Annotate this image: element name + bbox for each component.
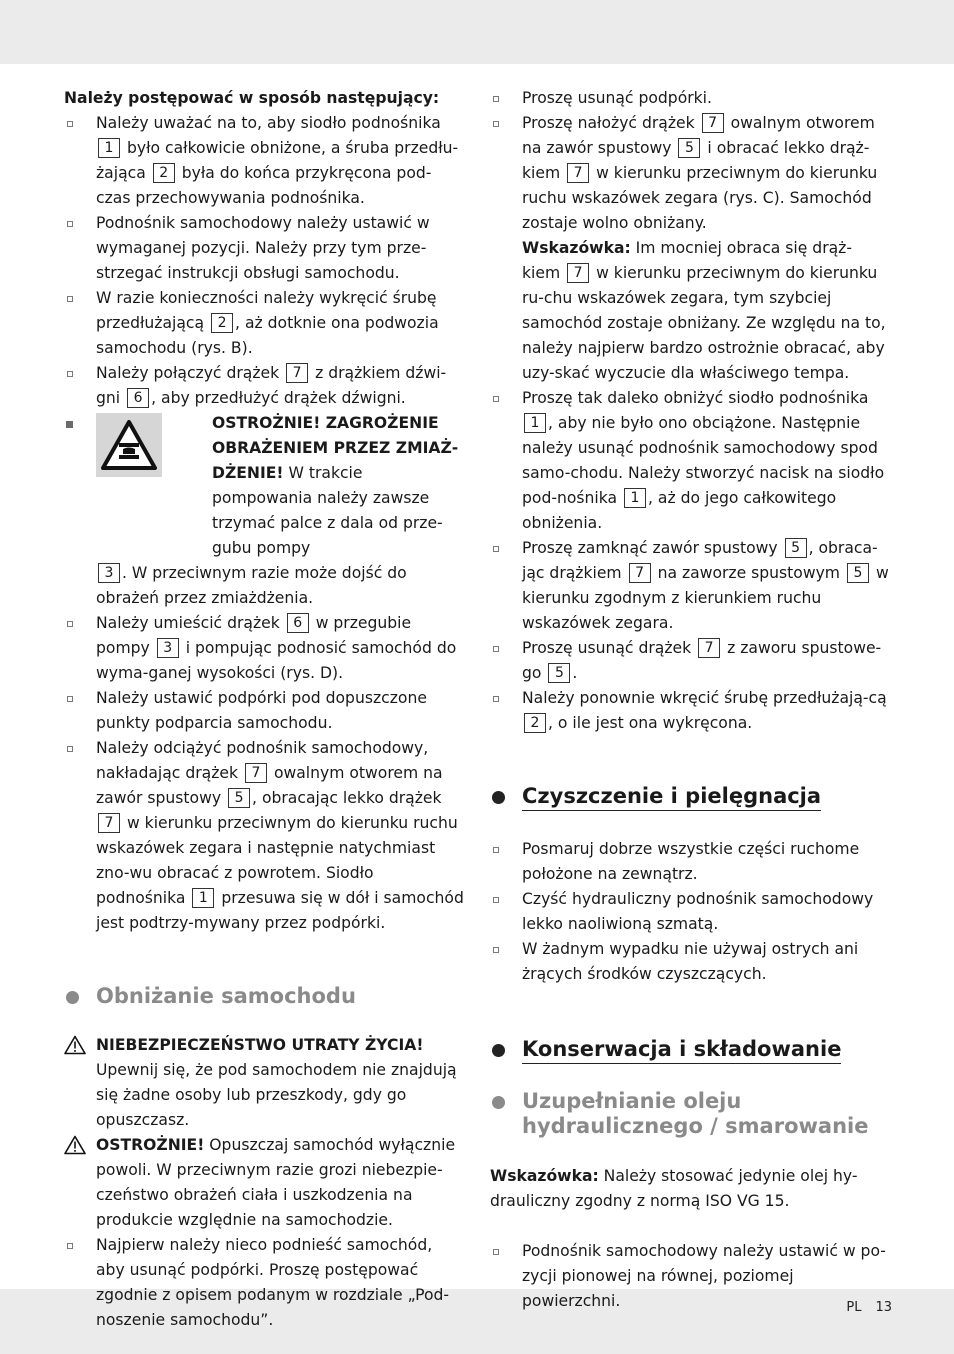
part-number: 6 [127, 388, 149, 408]
text: , aby nie było ono obciążone. Następnie należy usunąć podnośnik samochodowy spod samo-chodu. Należy stworzyć nacisk na siodło pod-nośnika [522, 414, 885, 507]
list-item [64, 611, 464, 686]
list-item [64, 286, 464, 361]
text: było całkowicie obniżone, a śruba przedłu-żająca [96, 139, 459, 182]
caution-title: OSTROŻNIE! [96, 1136, 205, 1154]
part-number: 7 [98, 813, 120, 833]
text: była do końca przykręcona pod-czas przechowywania podnośnika. [96, 164, 432, 207]
text: Należy odciążyć podnośnik samochodowy, nakładając drążek [96, 739, 429, 782]
heading-text: Konserwacja i składowanie [522, 1037, 841, 1064]
top-band [0, 0, 954, 64]
list-item: Proszę usunąć podpórki. [490, 86, 890, 111]
part-number: 2 [211, 313, 233, 333]
list-item [490, 636, 890, 686]
part-number: 1 [98, 138, 120, 158]
list-item: Podnośnik samochodowy należy ustawić w wymaganej pozycji. Należy przy tym prze-strzegać instrukcji obsługi samochodu. [64, 211, 464, 286]
part-number: 5 [548, 663, 570, 683]
list-item [490, 386, 890, 536]
text: Opuszczaj samochód wyłącznie powoli. W przeciwnym razie grozi niebezpie-czeństwo obrażeń ciała i uszkodzenia na produkcie względnie na samochodzie. [96, 1136, 456, 1229]
danger-warning [64, 1033, 464, 1133]
part-number: 1 [192, 888, 214, 908]
part-number: 5 [678, 138, 700, 158]
warning-triangle-icon [64, 1135, 86, 1155]
list-item [490, 536, 890, 636]
heading-text: Czyszczenie i pielęgnacja [522, 784, 821, 811]
list-item [64, 736, 464, 936]
text: w kierunku przeciwnym do kierunku ruchu wskazówek zegara i następnie natychmiast zno-wu obracać z powrotem. Siodło podnośnika [96, 814, 458, 907]
part-number: 7 [698, 638, 720, 658]
text: . [572, 664, 578, 682]
text: w kierunku przeciwnym do kierunku ruchu wskazówek zegara (rys. C). Samochód zostaje wolno obniżany. [522, 164, 878, 232]
part-number: 5 [847, 563, 869, 583]
list-item: Podnośnik samochodowy należy ustawić w po-zycji pionowej na równej, poziomej powierzchni. [490, 1239, 890, 1314]
text: , aby przedłużyć drążek dźwigni. [151, 389, 406, 407]
text: z zaworu spustowe-go [522, 639, 882, 682]
text: . W przeciwnym razie może dojść do obrażeń przez zmiażdżenia. [96, 564, 407, 607]
text: Należy stosować jedynie olej hy-drauliczny zgodny z normą ISO VG 15. [490, 1167, 858, 1210]
text: , aż dotknie ona podwozia samochodu (rys. B). [96, 314, 439, 357]
warning-triangle-icon [64, 1035, 86, 1055]
crush-warning [64, 411, 464, 611]
note-title: Wskazówka: [490, 1167, 599, 1185]
text: Należy połączyć drążek [96, 364, 280, 382]
text: Im mocniej obraca się drąż-kiem [522, 239, 852, 282]
list-item: Najpierw należy nieco podnieść samochód, aby usunąć podpórki. Proszę postępować zgodnie z opisem podanym w rozdziale „Pod-noszenie samochodu”. [64, 1233, 464, 1333]
list-item: W żadnym wypadku nie używaj ostrych ani żrących środków czyszczących. [490, 937, 890, 987]
procedure-heading: Należy postępować w sposób następujący: [64, 89, 440, 107]
caution-title: OSTROŻNIE! ZAGROŻENIE OBRAŻENIEM PRZEZ ZMIAŻ-DŻENIE! [212, 414, 459, 482]
text: w kierunku przeciwnym do kierunku ru-chu wskazówek zegara, tym szybciej samochód zostaje obniżany. Ze względu na to, należy najpierw bardzo ostrożnie obracać, aby uzy-skać wyczucie dla właściwego tempa. [522, 264, 886, 382]
section-heading-storage [490, 1037, 890, 1064]
text: owalnym otworem na zawór spustowy [96, 764, 443, 807]
section-heading-lowering: Obniżanie samochodu [64, 984, 464, 1009]
part-number: 7 [567, 263, 589, 283]
danger-text: Upewnij się, że pod samochodem nie znajdują się żadne osoby lub przeszkody, gdy go opuszczasz. [96, 1061, 457, 1129]
text: Należy ponownie wkręcić śrubę przedłużają-cą [522, 689, 887, 707]
part-number: 2 [524, 713, 546, 733]
text: Należy uważać na to, aby siodło podnośnika [96, 114, 441, 132]
text: Proszę zamknąć zawór spustowy [522, 539, 778, 557]
text: , aż do jego całkowitego obniżenia. [522, 489, 837, 532]
part-number: 7 [567, 163, 589, 183]
part-number: 7 [629, 563, 651, 583]
part-number: 3 [157, 638, 179, 658]
part-number: 5 [785, 538, 807, 558]
note [490, 236, 890, 386]
text: i obracać lekko drąż-kiem [522, 139, 870, 182]
text: w kierunku zgodnym z kierunkiem ruchu wskazówek zegara. [522, 564, 889, 632]
footer-page-number: 13 [875, 1300, 892, 1315]
crush-hazard-icon [96, 413, 162, 477]
text: W trakcie pompowania należy zawsze trzymać palce z dala od prze-gubu pompy [212, 464, 443, 557]
list-item [64, 361, 464, 411]
section-heading-oil: Uzupełnianie oleju hydraulicznego / smarowanie [490, 1089, 890, 1139]
text: w przegubie pompy [96, 614, 412, 657]
part-number: 7 [702, 113, 724, 133]
list-item [490, 686, 890, 736]
text: owalnym otworem na zawór spustowy [522, 114, 875, 157]
text: W razie konieczności należy wykręcić śrubę przedłużającą [96, 289, 437, 332]
list-item: Należy ustawić podpórki pod dopuszczone punkty podparcia samochodu. [64, 686, 464, 736]
part-number: 2 [153, 163, 175, 183]
footer-language: PL [846, 1300, 862, 1315]
right-column [490, 86, 890, 1314]
text: , obracając lekko drążek [252, 789, 442, 807]
text: na zaworze spustowym [657, 564, 840, 582]
part-number: 3 [98, 563, 120, 583]
danger-title: NIEBEZPIECZEŃSTWO UTRATY ŻYCIA! [96, 1036, 424, 1054]
list-item [490, 111, 890, 236]
list-item: Czyść hydrauliczny podnośnik samochodowy lekko naoliwioną szmatą. [490, 887, 890, 937]
text: , o ile jest ona wykręcona. [548, 714, 753, 732]
crush-hazard-symbol [100, 419, 158, 471]
caution-warning [64, 1133, 464, 1233]
list-item: Posmaruj dobrze wszystkie części ruchome położone na zewnątrz. [490, 837, 890, 887]
text: i pompując podnosić samochód do wyma-ganej wysokości (rys. D). [96, 639, 457, 682]
part-number: 7 [286, 363, 308, 383]
text: Należy umieścić drążek [96, 614, 280, 632]
part-number: 1 [524, 413, 546, 433]
part-number: 7 [245, 763, 267, 783]
note [490, 1164, 890, 1214]
list-item [64, 111, 464, 211]
part-number: 6 [287, 613, 309, 633]
text: przesuwa się w dół i samochód jest podtrzy-mywany przez podpórki. [96, 889, 464, 932]
text: , obraca-jąc drążkiem [522, 539, 878, 582]
part-number: 1 [624, 488, 646, 508]
left-column [64, 86, 464, 1333]
text: z drążkiem dźwi-gni [96, 364, 447, 407]
part-number: 5 [228, 788, 250, 808]
text: Proszę tak daleko obniżyć siodło podnośnika [522, 389, 869, 407]
section-heading-cleaning [490, 784, 890, 811]
text: Proszę usunąć drążek [522, 639, 692, 657]
note-title: Wskazówka: [522, 239, 631, 257]
text: Proszę nałożyć drążek [522, 114, 695, 132]
